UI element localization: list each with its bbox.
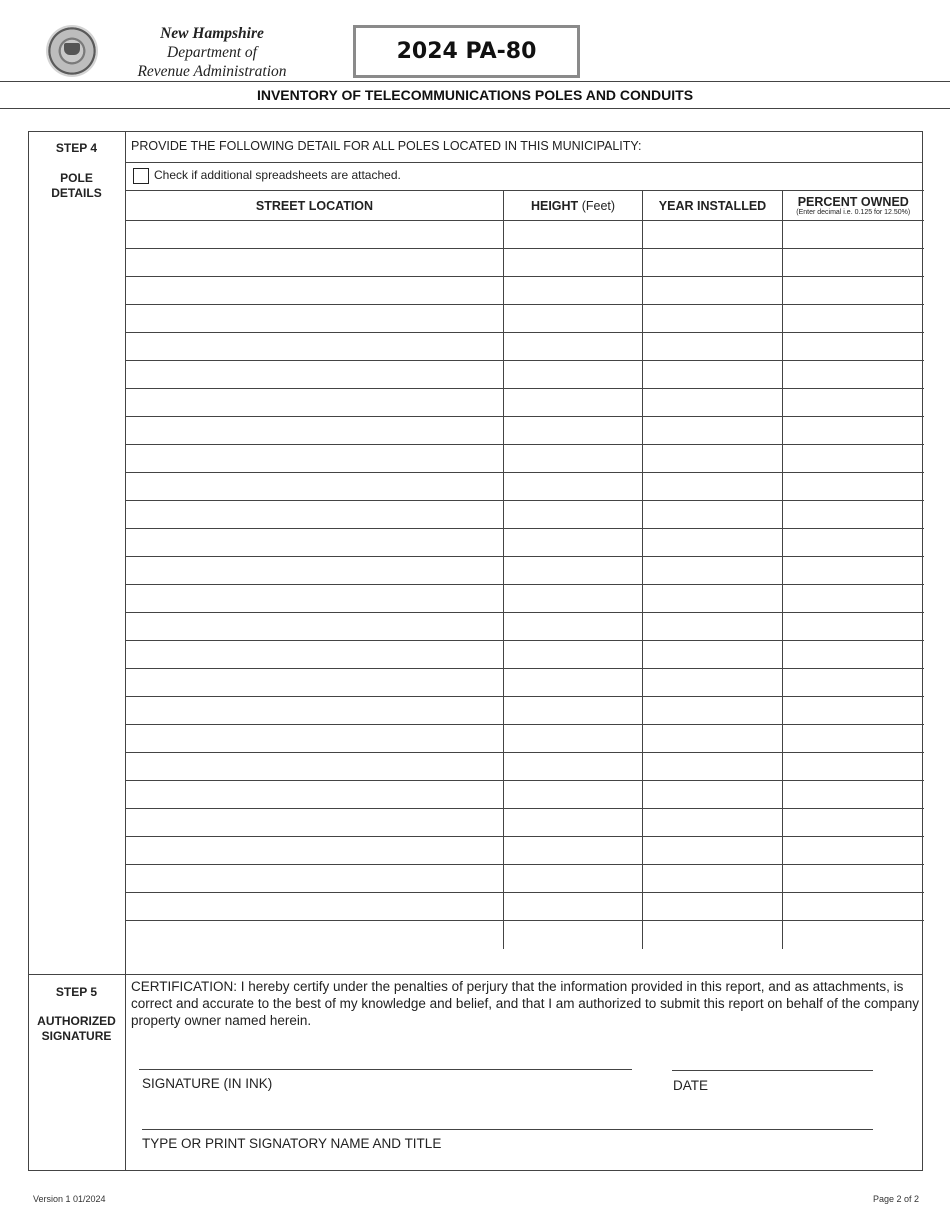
agency-line-division: Revenue Administration bbox=[137, 63, 287, 80]
date-line[interactable] bbox=[672, 1070, 873, 1071]
step4-number: STEP 4 bbox=[55, 141, 98, 155]
percent-owned-cell[interactable] bbox=[783, 249, 924, 277]
table-row bbox=[126, 333, 924, 361]
table-row bbox=[126, 697, 924, 725]
table-row bbox=[126, 249, 924, 277]
year-installed-cell[interactable] bbox=[643, 557, 783, 585]
table-row bbox=[126, 417, 924, 445]
street-location-cell[interactable] bbox=[126, 417, 504, 445]
height-cell[interactable] bbox=[504, 305, 643, 333]
year-installed-cell[interactable] bbox=[643, 585, 783, 613]
table-header-row bbox=[126, 191, 924, 221]
table-row bbox=[126, 725, 924, 753]
table-row bbox=[126, 921, 924, 949]
height-cell[interactable] bbox=[504, 529, 643, 557]
year-installed-cell[interactable] bbox=[643, 669, 783, 697]
height-cell[interactable] bbox=[504, 585, 643, 613]
percent-owned-cell[interactable] bbox=[783, 557, 924, 585]
step4-title-line2: DETAILS bbox=[51, 186, 102, 200]
step5-number: STEP 5 bbox=[55, 985, 98, 999]
year-installed-cell[interactable] bbox=[643, 837, 783, 865]
street-location-cell[interactable] bbox=[126, 837, 504, 865]
street-location-cell[interactable] bbox=[126, 277, 504, 305]
table-row bbox=[126, 529, 924, 557]
percent-owned-cell[interactable] bbox=[783, 529, 924, 557]
percent-owned-cell[interactable] bbox=[783, 277, 924, 305]
street-location-cell[interactable] bbox=[126, 893, 504, 921]
street-location-cell[interactable] bbox=[126, 641, 504, 669]
step-divider bbox=[28, 974, 923, 975]
street-location-cell[interactable] bbox=[126, 809, 504, 837]
table-row bbox=[126, 641, 924, 669]
height-cell[interactable] bbox=[504, 473, 643, 501]
height-cell[interactable] bbox=[504, 865, 643, 893]
street-location-cell[interactable] bbox=[126, 501, 504, 529]
height-cell[interactable] bbox=[504, 361, 643, 389]
percent-owned-cell[interactable] bbox=[783, 361, 924, 389]
year-installed-cell[interactable] bbox=[643, 221, 783, 249]
additional-spreadsheets-checkbox[interactable] bbox=[133, 168, 149, 184]
form-title: INVENTORY OF TELECOMMUNICATIONS POLES AND CONDUITS bbox=[256, 87, 694, 103]
year-installed-cell[interactable] bbox=[643, 641, 783, 669]
column-height-label: HEIGHT bbox=[530, 198, 579, 213]
year-installed-cell[interactable] bbox=[643, 389, 783, 417]
percent-owned-cell[interactable] bbox=[783, 221, 924, 249]
percent-owned-cell[interactable] bbox=[783, 809, 924, 837]
street-location-cell[interactable] bbox=[126, 865, 504, 893]
year-installed-cell[interactable] bbox=[643, 501, 783, 529]
height-cell[interactable] bbox=[504, 445, 643, 473]
height-cell[interactable] bbox=[504, 725, 643, 753]
street-location-cell[interactable] bbox=[126, 305, 504, 333]
percent-owned-cell[interactable] bbox=[783, 585, 924, 613]
street-location-cell[interactable] bbox=[126, 221, 504, 249]
signatory-name-line[interactable] bbox=[142, 1129, 873, 1130]
table-row bbox=[126, 389, 924, 417]
street-location-cell[interactable] bbox=[126, 781, 504, 809]
page-number: Page 2 of 2 bbox=[872, 1194, 919, 1204]
date-label: DATE bbox=[673, 1078, 709, 1093]
year-installed-cell[interactable] bbox=[643, 417, 783, 445]
year-installed-cell[interactable] bbox=[643, 445, 783, 473]
table-row bbox=[126, 585, 924, 613]
year-installed-cell[interactable] bbox=[643, 753, 783, 781]
percent-owned-cell[interactable] bbox=[783, 473, 924, 501]
year-installed-cell[interactable] bbox=[643, 865, 783, 893]
year-installed-cell[interactable] bbox=[643, 333, 783, 361]
street-location-cell[interactable] bbox=[126, 557, 504, 585]
instruction-divider bbox=[125, 162, 923, 163]
table-row bbox=[126, 445, 924, 473]
percent-owned-cell[interactable] bbox=[783, 305, 924, 333]
table-row bbox=[126, 893, 924, 921]
column-percent-label: PERCENT OWNED bbox=[797, 194, 909, 209]
table-row bbox=[126, 361, 924, 389]
percent-owned-cell[interactable] bbox=[783, 389, 924, 417]
year-installed-cell[interactable] bbox=[643, 473, 783, 501]
step5-title-line2: SIGNATURE bbox=[41, 1029, 112, 1043]
step5-title bbox=[28, 1014, 125, 1044]
height-cell[interactable] bbox=[504, 249, 643, 277]
table-row bbox=[126, 557, 924, 585]
state-seal bbox=[46, 25, 98, 77]
percent-owned-cell[interactable] bbox=[783, 417, 924, 445]
year-installed-cell[interactable] bbox=[643, 893, 783, 921]
height-cell[interactable] bbox=[504, 893, 643, 921]
year-installed-cell[interactable] bbox=[643, 361, 783, 389]
table-row bbox=[126, 865, 924, 893]
street-location-cell[interactable] bbox=[126, 725, 504, 753]
column-street-location bbox=[126, 191, 504, 221]
percent-owned-cell[interactable] bbox=[783, 921, 924, 949]
percent-owned-cell[interactable] bbox=[783, 669, 924, 697]
year-installed-cell[interactable] bbox=[643, 697, 783, 725]
height-cell[interactable] bbox=[504, 333, 643, 361]
height-cell[interactable] bbox=[504, 753, 643, 781]
percent-owned-cell[interactable] bbox=[783, 697, 924, 725]
percent-owned-cell[interactable] bbox=[783, 753, 924, 781]
year-installed-cell[interactable] bbox=[643, 809, 783, 837]
table-row bbox=[126, 473, 924, 501]
street-location-cell[interactable] bbox=[126, 669, 504, 697]
certification-text: CERTIFICATION: I hereby certify under the penalties of perjury that the information provided in this report, and as attachments, is correct and accurate to the best of my knowledge and belief, and that I am authorized to submit this report on behalf of the company property owner named herein. bbox=[131, 979, 919, 1028]
street-location-cell[interactable] bbox=[126, 585, 504, 613]
table-row bbox=[126, 277, 924, 305]
year-installed-cell[interactable] bbox=[643, 249, 783, 277]
street-location-cell[interactable] bbox=[126, 249, 504, 277]
height-cell[interactable] bbox=[504, 837, 643, 865]
height-cell[interactable] bbox=[504, 697, 643, 725]
year-installed-cell[interactable] bbox=[643, 613, 783, 641]
street-location-cell[interactable] bbox=[126, 389, 504, 417]
column-street-location-label: STREET LOCATION bbox=[255, 198, 374, 213]
year-installed-cell[interactable] bbox=[643, 725, 783, 753]
step4-title bbox=[28, 171, 125, 201]
street-location-cell[interactable] bbox=[126, 473, 504, 501]
street-location-cell[interactable] bbox=[126, 333, 504, 361]
year-installed-cell[interactable] bbox=[643, 305, 783, 333]
signature-label: SIGNATURE (IN INK) bbox=[142, 1076, 273, 1091]
percent-owned-cell[interactable] bbox=[783, 865, 924, 893]
percent-owned-cell[interactable] bbox=[783, 837, 924, 865]
percent-owned-cell[interactable] bbox=[783, 893, 924, 921]
percent-owned-cell[interactable] bbox=[783, 613, 924, 641]
step5-title-line1: AUTHORIZED bbox=[37, 1014, 116, 1028]
table-row bbox=[126, 837, 924, 865]
agency-name bbox=[118, 24, 306, 81]
height-cell[interactable] bbox=[504, 781, 643, 809]
table-row bbox=[126, 753, 924, 781]
percent-owned-cell[interactable] bbox=[783, 333, 924, 361]
agency-line-department: Department of bbox=[167, 44, 257, 61]
height-cell[interactable] bbox=[504, 389, 643, 417]
table-row bbox=[126, 669, 924, 697]
height-cell[interactable] bbox=[504, 809, 643, 837]
height-cell[interactable] bbox=[504, 221, 643, 249]
year-installed-cell[interactable] bbox=[643, 781, 783, 809]
pole-details-table bbox=[125, 190, 924, 949]
version-label: Version 1 01/2024 bbox=[33, 1194, 106, 1204]
column-height bbox=[504, 191, 643, 221]
signature-line[interactable] bbox=[139, 1069, 632, 1070]
additional-spreadsheets-label: Check if additional spreadsheets are attached. bbox=[154, 168, 401, 182]
street-location-cell[interactable] bbox=[126, 921, 504, 949]
street-location-cell[interactable] bbox=[126, 753, 504, 781]
percent-owned-cell[interactable] bbox=[783, 781, 924, 809]
table-row bbox=[126, 613, 924, 641]
height-cell[interactable] bbox=[504, 613, 643, 641]
height-cell[interactable] bbox=[504, 641, 643, 669]
step4-title-line1: POLE bbox=[60, 171, 93, 185]
street-location-cell[interactable] bbox=[126, 361, 504, 389]
table-row bbox=[126, 781, 924, 809]
height-cell[interactable] bbox=[504, 669, 643, 697]
table-row bbox=[126, 221, 924, 249]
step4-instruction: PROVIDE THE FOLLOWING DETAIL FOR ALL POLES LOCATED IN THIS MUNICIPALITY: bbox=[131, 139, 642, 153]
column-percent-note: (Enter decimal i.e. 0.125 for 12.50%) bbox=[796, 208, 911, 216]
table-row bbox=[126, 501, 924, 529]
year-installed-cell[interactable] bbox=[643, 921, 783, 949]
header-divider-bottom bbox=[0, 108, 950, 109]
form-id-box: 2024 PA-80 bbox=[353, 25, 580, 78]
street-location-cell[interactable] bbox=[126, 613, 504, 641]
street-location-cell[interactable] bbox=[126, 445, 504, 473]
column-year-installed bbox=[643, 191, 783, 221]
year-installed-cell[interactable] bbox=[643, 277, 783, 305]
year-installed-cell[interactable] bbox=[643, 529, 783, 557]
column-percent-owned bbox=[783, 191, 924, 221]
street-location-cell[interactable] bbox=[126, 697, 504, 725]
percent-owned-cell[interactable] bbox=[783, 725, 924, 753]
percent-owned-cell[interactable] bbox=[783, 445, 924, 473]
header-divider-top bbox=[0, 81, 950, 82]
column-year-label: YEAR INSTALLED bbox=[658, 198, 767, 213]
height-cell[interactable] bbox=[504, 277, 643, 305]
height-cell[interactable] bbox=[504, 501, 643, 529]
height-cell[interactable] bbox=[504, 921, 643, 949]
agency-line-state: New Hampshire bbox=[160, 25, 264, 42]
street-location-cell[interactable] bbox=[126, 529, 504, 557]
table-row bbox=[126, 809, 924, 837]
percent-owned-cell[interactable] bbox=[783, 641, 924, 669]
table-row bbox=[126, 305, 924, 333]
signatory-name-label: TYPE OR PRINT SIGNATORY NAME AND TITLE bbox=[142, 1136, 442, 1151]
height-cell[interactable] bbox=[504, 557, 643, 585]
column-height-unit: (Feet) bbox=[581, 198, 616, 213]
percent-owned-cell[interactable] bbox=[783, 501, 924, 529]
height-cell[interactable] bbox=[504, 417, 643, 445]
